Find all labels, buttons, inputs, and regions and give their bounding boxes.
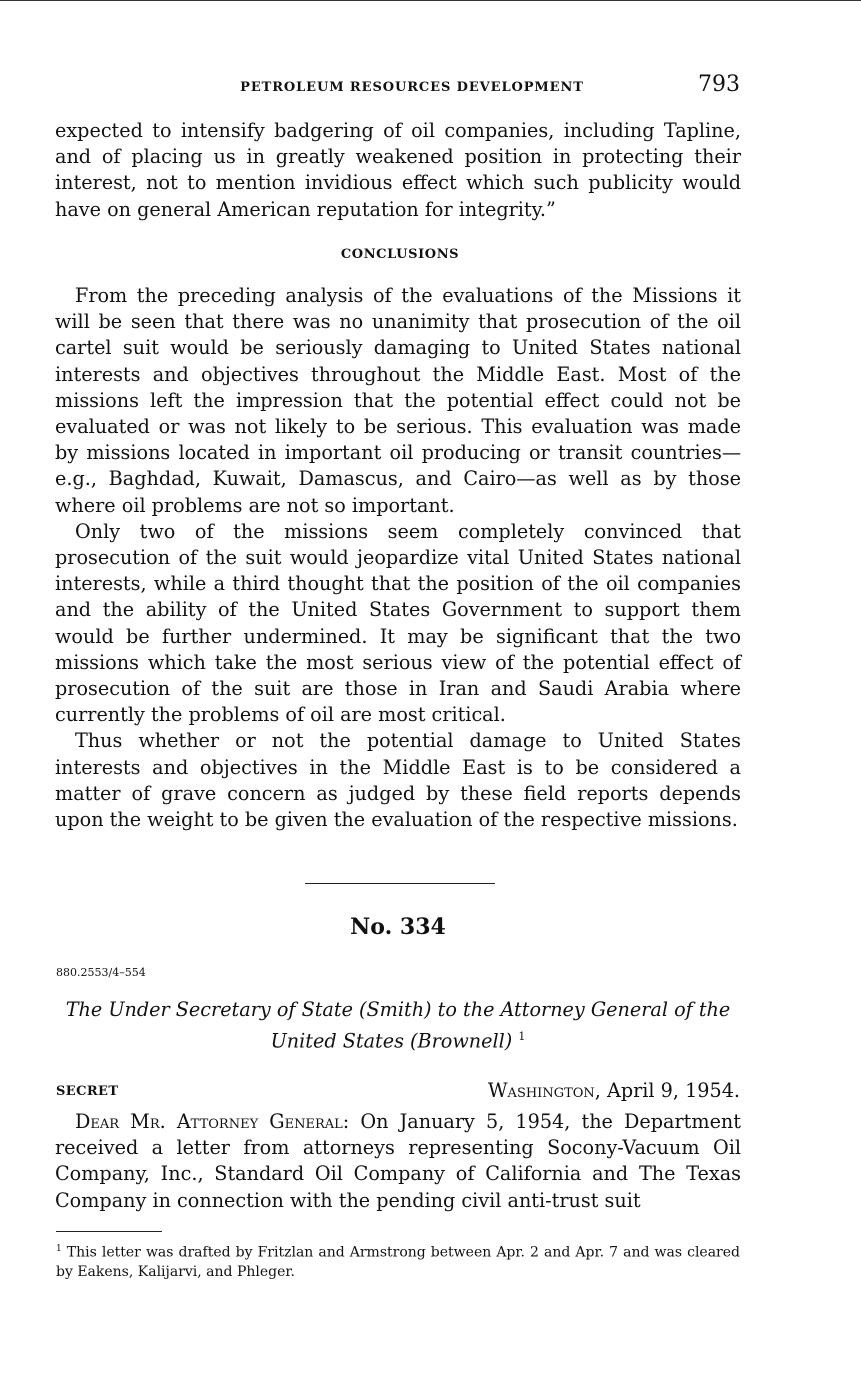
running-head: PETROLEUM RESOURCES DEVELOPMENT	[240, 80, 584, 95]
continuation-text	[55, 118, 741, 223]
section-divider	[305, 883, 495, 884]
footnote	[56, 1240, 740, 1282]
letter-opening-paragraph	[55, 1109, 741, 1214]
classification-line	[56, 1079, 740, 1105]
dateline-place: Washington	[487, 1079, 595, 1102]
conclusions-paragraph-3: Thus whether or not the potential damage to United States interests and objectives in the Middle East is to be considered a matter of grave concern as judged by these field reports depends upon the weight to be given the evaluation of the respective missions.	[55, 729, 741, 832]
conclusions-paragraph-2: Only two of the missions seem completely convinced that prosecution of the suit would jeopardize vital United States national interests, while a third thought that the position of the oil companies and the ability of the United States Government to support them would be further undermined. It may be significant that the two missions which take the most serious view of the potential effect of prosecution of the suit are those in Iran and Saudi Arabia where currently the problems of oil are most critical.	[55, 519, 741, 727]
footnote-text: This letter was drafted by Fritzlan and Armstrong between Apr. 2 and Apr. 7 and was cleared by Eakens, Kalijarvi, and Phleger.	[56, 1244, 740, 1280]
page-number: 793	[698, 72, 740, 97]
conclusions-body	[55, 283, 741, 833]
file-number: 880.2553/4–554	[56, 966, 146, 979]
conclusions-heading: CONCLUSIONS	[340, 247, 460, 262]
continuation-paragraph: expected to intensify badgering of oil companies, including Tapline, and of placing us in greatly weakened position in protecting their interest, not to mention invidious effect which such publicity would have on general American reputation for integrity.”	[55, 119, 741, 221]
letter-body	[55, 1109, 741, 1214]
footnote-rule	[56, 1231, 162, 1232]
letter-opening-text: On January 5, 1954, the Department received a letter from attorneys representing Socony-Vacuum Oil Company, Inc., Standard Oil Company of California and The Texas Company in connection with the pending civil anti-trust suit	[55, 1110, 741, 1212]
title-footnote-marker: 1	[518, 1030, 526, 1043]
page-header	[56, 72, 740, 102]
dateline	[488, 1079, 740, 1102]
salutation: Dear Mr. Attorney General:	[75, 1110, 350, 1133]
footnote-marker: 1	[56, 1244, 62, 1254]
classification-label: SECRET	[56, 1084, 119, 1099]
document-title	[56, 996, 740, 1054]
top-border-rule	[0, 0, 861, 1]
dateline-date: , April 9, 1954.	[594, 1079, 740, 1102]
document-title-text: The Under Secretary of State (Smith) to the Attorney General of the United States (Brownell)	[65, 998, 731, 1053]
document-number: No. 334	[350, 914, 446, 940]
conclusions-paragraph-1: From the preceding analysis of the evaluations of the Missions it will be seen that there was no unanimity that prosecution of the oil cartel suit would be seriously damaging to United States national interests and objectives throughout the Middle East. Most of the missions left the impression that the potential effect could not be evaluated or was not likely to be serious. This evaluation was made by missions located in important oil producing or transit countries—e.g., Baghdad, Kuwait, Damascus, and Cairo—as well as by those where oil problems are not so important.	[55, 284, 741, 517]
